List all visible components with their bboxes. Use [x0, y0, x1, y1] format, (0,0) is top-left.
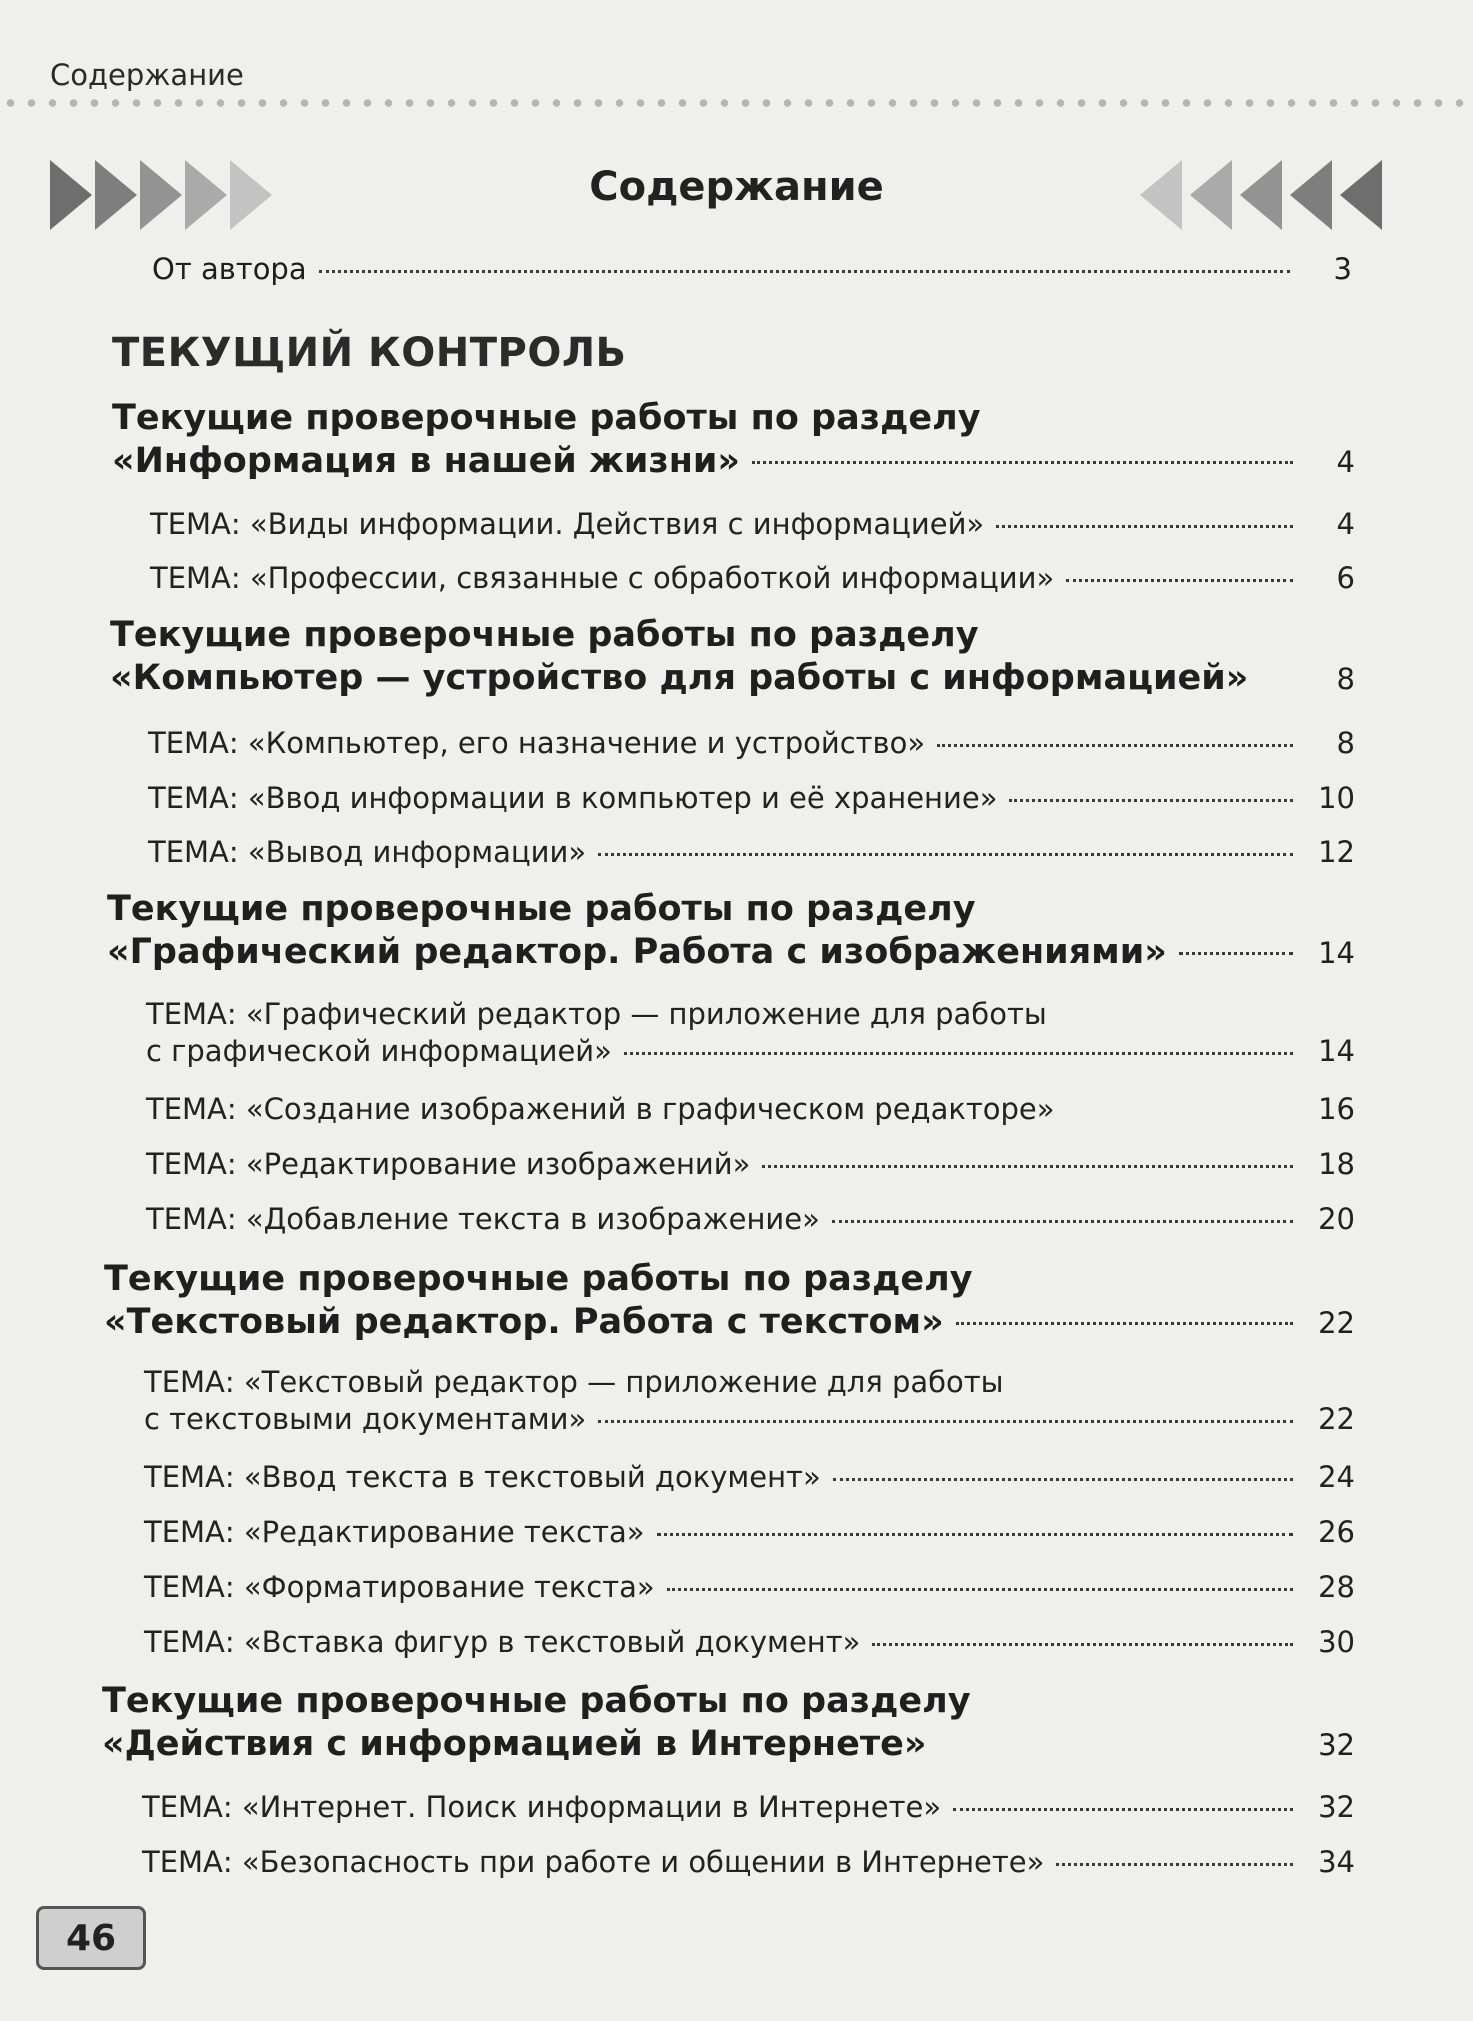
toc-part[interactable]: [102, 1680, 1355, 1767]
page-number: 28: [1318, 1570, 1355, 1604]
topic-label-line2: с графической информацией»: [146, 1034, 612, 1068]
page-number-badge: 46: [36, 1906, 146, 1970]
page-number: 32: [1318, 1790, 1355, 1824]
page-number: 22: [1318, 1402, 1355, 1436]
topic-label: ТЕМА: «Ввод текста в текстовый документ»: [144, 1460, 821, 1494]
topic-label: ТЕМА: «Профессии, связанные с обработкой информации»: [150, 561, 1055, 595]
page-number: 32: [1318, 1728, 1355, 1762]
dot-leader: [832, 1220, 1293, 1223]
toc-entry-from-author[interactable]: [152, 252, 1352, 286]
part-title-line1: Текущие проверочные работы по разделу: [102, 1681, 971, 1721]
topic-label-line1: ТЕМА: «Текстовый редактор — приложение для работы: [144, 1365, 1004, 1399]
page-number: 10: [1318, 781, 1355, 815]
toc-topic[interactable]: [144, 1364, 1355, 1438]
toc-topic[interactable]: [148, 726, 1355, 760]
dot-leader: [598, 853, 1293, 856]
page-number: 14: [1318, 936, 1355, 970]
toc-topic[interactable]: [148, 781, 1355, 815]
section-header: ТЕКУЩИЙ КОНТРОЛЬ: [112, 330, 627, 376]
dot-leader: [1066, 579, 1293, 582]
page-number: 4: [1336, 507, 1355, 541]
page-number: 24: [1318, 1460, 1355, 1494]
dot-leader: [872, 1643, 1293, 1646]
toc-part[interactable]: [107, 888, 1355, 975]
page-number: 20: [1318, 1202, 1355, 1236]
running-head: Содержание: [50, 58, 244, 92]
topic-label: ТЕМА: «Безопасность при работе и общении в Интернете»: [142, 1845, 1045, 1879]
dot-leader: [657, 1533, 1293, 1536]
topic-label: ТЕМА: «Компьютер, его назначение и устройство»: [148, 726, 926, 760]
page-number: 8: [1336, 726, 1355, 760]
page-number: 30: [1318, 1625, 1355, 1659]
dot-leader: [996, 525, 1293, 528]
topic-label-line1: ТЕМА: «Графический редактор — приложение для работы: [146, 997, 1047, 1031]
part-title-line2: «Графический редактор. Работа с изображениями»: [107, 932, 1167, 972]
topic-label: ТЕМА: «Добавление текста в изображение»: [146, 1202, 820, 1236]
toc-topic[interactable]: [146, 996, 1355, 1070]
page-number: 8: [1336, 662, 1355, 696]
dot-leader: [953, 1808, 1293, 1811]
page-number: 6: [1336, 561, 1355, 595]
dot-leader: [1009, 799, 1293, 802]
part-title-line2: «Компьютер — устройство для работы с информацией»: [110, 658, 1249, 698]
dot-leader: [752, 461, 1293, 464]
topic-label-line2: с текстовыми документами»: [144, 1402, 587, 1436]
topic-label: ТЕМА: «Виды информации. Действия с информацией»: [150, 507, 985, 541]
dotted-rule: [0, 96, 1473, 110]
page-number: 3: [1333, 252, 1352, 286]
dot-leader: [598, 1420, 1293, 1423]
toc-title: Содержание: [589, 164, 884, 210]
topic-label: ТЕМА: «Ввод информации в компьютер и её хранение»: [148, 781, 998, 815]
part-title-line1: Текущие проверочные работы по разделу: [110, 615, 979, 655]
page-number: 26: [1318, 1515, 1355, 1549]
page-number: 12: [1318, 835, 1355, 869]
toc-topic[interactable]: [144, 1570, 1355, 1604]
dot-leader: [624, 1052, 1293, 1055]
toc-topic[interactable]: [148, 835, 1355, 869]
dot-leader: [1056, 1863, 1293, 1866]
topic-label: ТЕМА: «Форматирование текста»: [144, 1570, 655, 1604]
page-number: 22: [1318, 1306, 1355, 1340]
topic-label: ТЕМА: «Интернет. Поиск информации в Интернете»: [142, 1790, 942, 1824]
dot-leader: [667, 1588, 1293, 1591]
part-title-line2: «Информация в нашей жизни»: [112, 441, 741, 481]
dot-leader: [937, 744, 1293, 747]
topic-label: ТЕМА: «Вставка фигур в текстовый документ»: [144, 1625, 861, 1659]
topic-label: ТЕМА: «Редактирование текста»: [144, 1515, 645, 1549]
toc-topic[interactable]: [144, 1515, 1355, 1549]
part-title-line1: Текущие проверочные работы по разделу: [112, 398, 981, 438]
topic-label: ТЕМА: «Вывод информации»: [148, 835, 587, 869]
page-number: 14: [1318, 1034, 1355, 1068]
toc-topic[interactable]: [150, 561, 1355, 595]
topic-label: ТЕМА: «Редактирование изображений»: [146, 1147, 751, 1181]
toc-topic[interactable]: [146, 1202, 1355, 1236]
toc-topic[interactable]: [142, 1790, 1355, 1824]
toc-topic[interactable]: [142, 1845, 1355, 1879]
part-title-line2: «Действия с информацией в Интернете»: [102, 1724, 927, 1764]
toc-part[interactable]: [104, 1258, 1355, 1345]
toc-part[interactable]: [110, 614, 1355, 701]
page-number: 34: [1318, 1845, 1355, 1879]
toc-topic[interactable]: [146, 1147, 1355, 1181]
part-title-line1: Текущие проверочные работы по разделу: [107, 889, 976, 929]
dot-leader: [956, 1322, 1293, 1325]
toc-topic[interactable]: [150, 507, 1355, 541]
dot-leader: [319, 270, 1290, 273]
page-number: 4: [1336, 445, 1355, 479]
page-number: 18: [1318, 1147, 1355, 1181]
part-title-line1: Текущие проверочные работы по разделу: [104, 1259, 973, 1299]
page-number: 16: [1318, 1092, 1355, 1126]
dot-leader: [1179, 952, 1293, 955]
toc-topic[interactable]: [146, 1092, 1355, 1126]
topic-label: ТЕМА: «Создание изображений в графическом редакторе»: [146, 1092, 1055, 1126]
dot-leader: [762, 1165, 1293, 1168]
toc-topic[interactable]: [144, 1625, 1355, 1659]
toc-topic[interactable]: [144, 1460, 1355, 1494]
part-title-line2: «Текстовый редактор. Работа с текстом»: [104, 1302, 944, 1342]
entry-label: От автора: [152, 252, 307, 286]
toc-part[interactable]: [112, 397, 1355, 484]
dot-leader: [833, 1478, 1293, 1481]
